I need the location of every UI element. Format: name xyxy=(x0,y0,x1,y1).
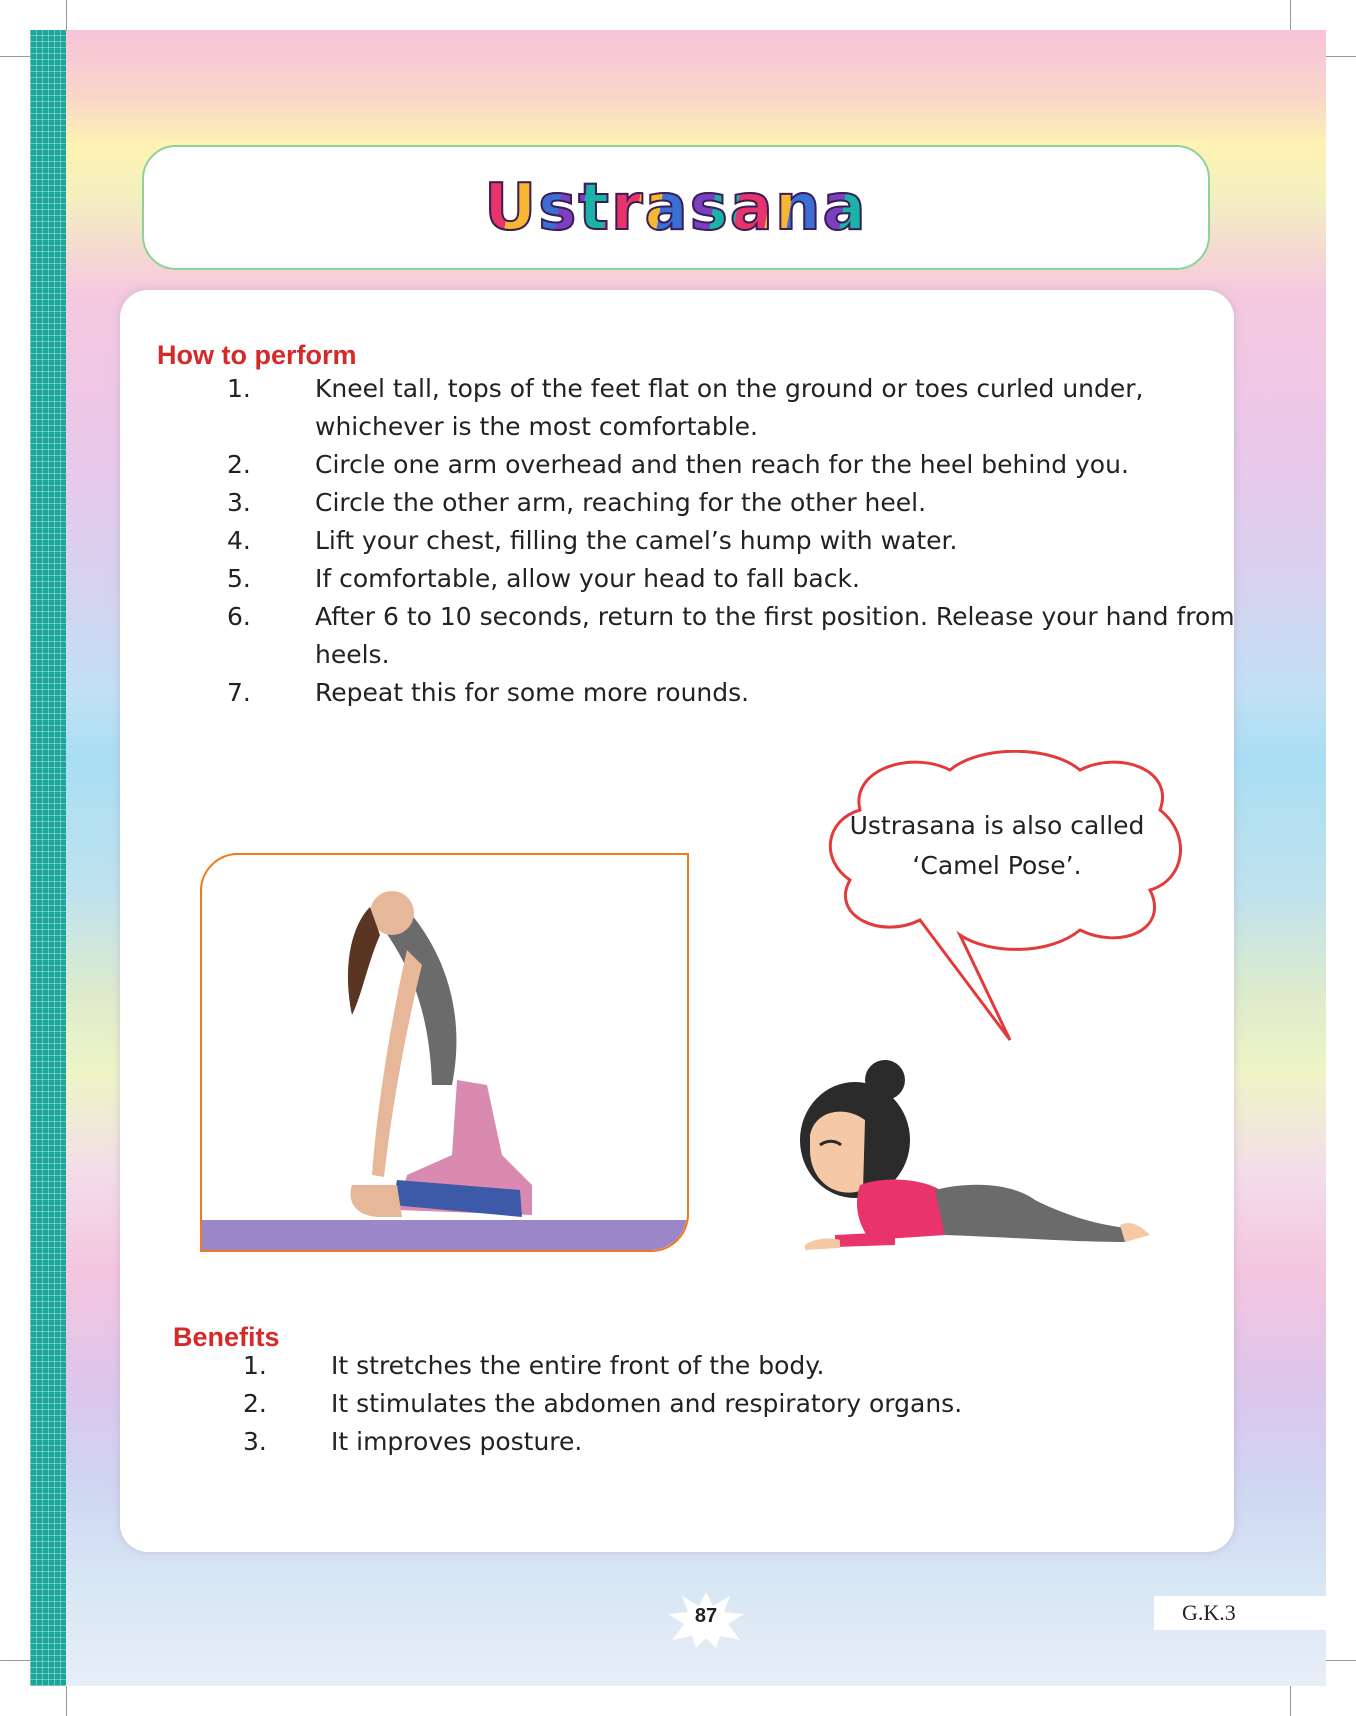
trim-mark xyxy=(1326,56,1356,57)
steps-list xyxy=(227,370,1247,712)
list-item: 1. Kneel tall, tops of the feet flat on the ground or toes curled under, whichever is the most comfortable. xyxy=(227,374,1144,441)
list-item: 7. Repeat this for some more rounds. xyxy=(227,678,750,707)
yoga-photo-illustration xyxy=(202,855,687,1250)
benefits-heading: Benefits xyxy=(173,1322,280,1352)
bubble-line-1: Ustrasana is also called xyxy=(849,811,1145,840)
speech-bubble-shape xyxy=(820,750,1200,1050)
page-title: Ustrasana xyxy=(484,170,868,245)
benefits-list xyxy=(243,1347,1143,1461)
list-item: 2. Circle one arm overhead and then reach for the heel behind you. xyxy=(227,450,1129,479)
title-banner xyxy=(142,145,1210,270)
trim-mark xyxy=(0,1660,30,1661)
list-item: 5. If comfortable, allow your head to fall back. xyxy=(227,564,860,593)
book-code: G.K.3 xyxy=(1154,1596,1326,1630)
trim-mark xyxy=(66,1686,67,1716)
trim-mark xyxy=(0,56,30,57)
book-page xyxy=(30,30,1326,1686)
speech-bubble xyxy=(847,806,1147,886)
side-grid-stripe xyxy=(30,30,66,1686)
bubble-line-2: ‘Camel Pose’. xyxy=(912,851,1082,880)
yoga-photo xyxy=(200,853,689,1252)
list-item: 3. It improves posture. xyxy=(243,1427,583,1456)
cartoon-girl-cobra-illustration xyxy=(775,1050,1175,1280)
list-item: 1. It stretches the entire front of the body. xyxy=(243,1351,825,1380)
list-item: 4. Lift your chest, filling the camel’s hump with water. xyxy=(227,526,958,555)
trim-mark xyxy=(1290,1686,1291,1716)
list-item: 3. Circle the other arm, reaching for the other heel. xyxy=(227,488,927,517)
list-item: 6. After 6 to 10 seconds, return to the first position. Release your hand from heels. xyxy=(227,602,1235,669)
trim-mark xyxy=(66,0,67,30)
trim-mark xyxy=(1290,0,1291,30)
page-number: 87 xyxy=(694,1605,718,1627)
trim-mark xyxy=(1326,1660,1356,1661)
how-to-heading: How to perform xyxy=(157,340,357,370)
list-item: 2. It stimulates the abdomen and respiratory organs. xyxy=(243,1389,963,1418)
